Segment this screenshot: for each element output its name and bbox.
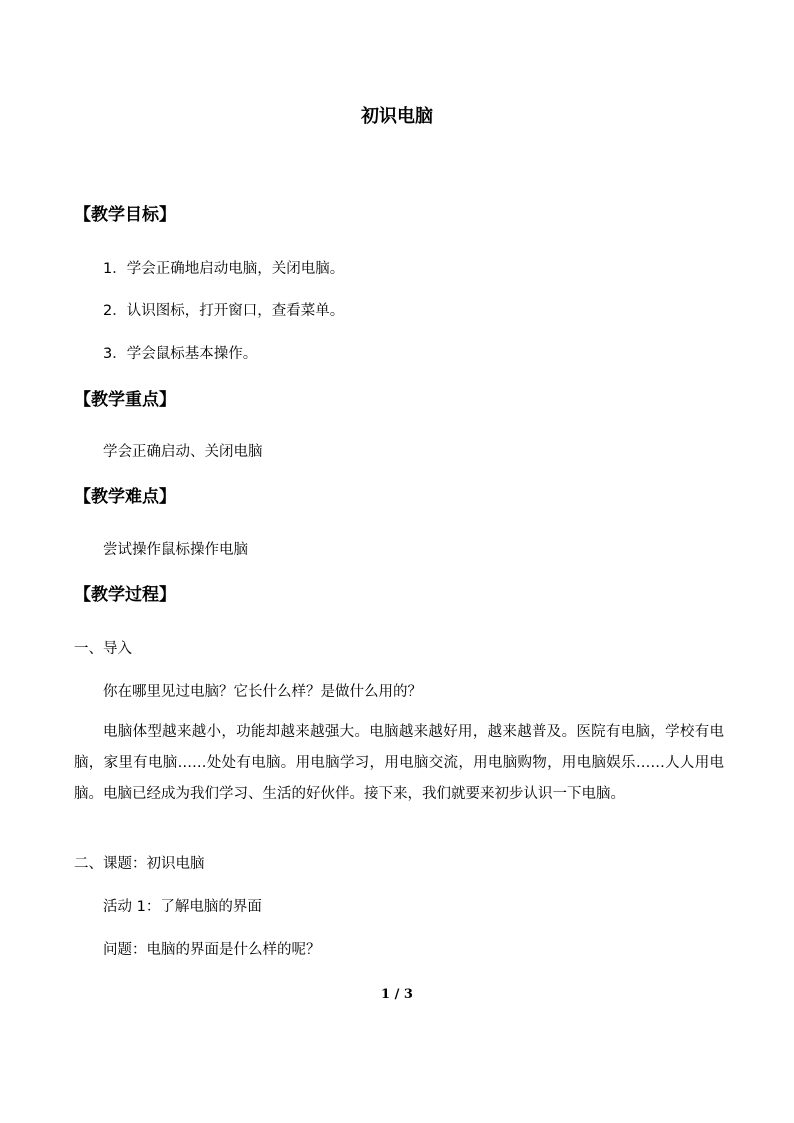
intro-question: 你在哪里见过电脑？它长什么样？是做什么用的？ [103,684,422,700]
page-number: 1 / 3 [381,987,413,1002]
section-2-title: 二、课题：初识电脑 [74,856,205,872]
section-1-title: 一、导入 [74,641,132,657]
document-title: 初识电脑 [361,106,433,127]
objectives-heading: 【教学目标】 [74,205,176,225]
objective-item-2: 2．认识图标，打开窗口，查看菜单。 [103,303,345,319]
activity-1: 活动 1：了解电脑的界面 [103,899,262,915]
difficulties-heading: 【教学难点】 [74,487,176,507]
intro-paragraph: 电脑体型越来越小，功能却越来越强大。电脑越来越好用，越来越普及。医院有电脑，学校有电脑，家里有电脑……处处有电脑。用电脑学习，用电脑交流，用电脑购物，用电脑娱乐……人人用电脑。电脑已经成为我们学习、生活的好伙伴。接下来，我们就要来初步认识一下电脑。 [74,724,724,802]
process-heading: 【教学过程】 [74,585,176,605]
activity-question: 问题：电脑的界面是什么样的呢？ [103,942,321,958]
objective-item-3: 3．学会鼠标基本操作。 [103,346,258,362]
key-points-text: 学会正确启动、关闭电脑 [103,444,263,460]
difficulties-text: 尝试操作鼠标操作电脑 [103,542,248,558]
key-points-heading: 【教学重点】 [74,390,176,410]
objective-item-1: 1．学会正确地启动电脑，关闭电脑。 [103,261,345,277]
